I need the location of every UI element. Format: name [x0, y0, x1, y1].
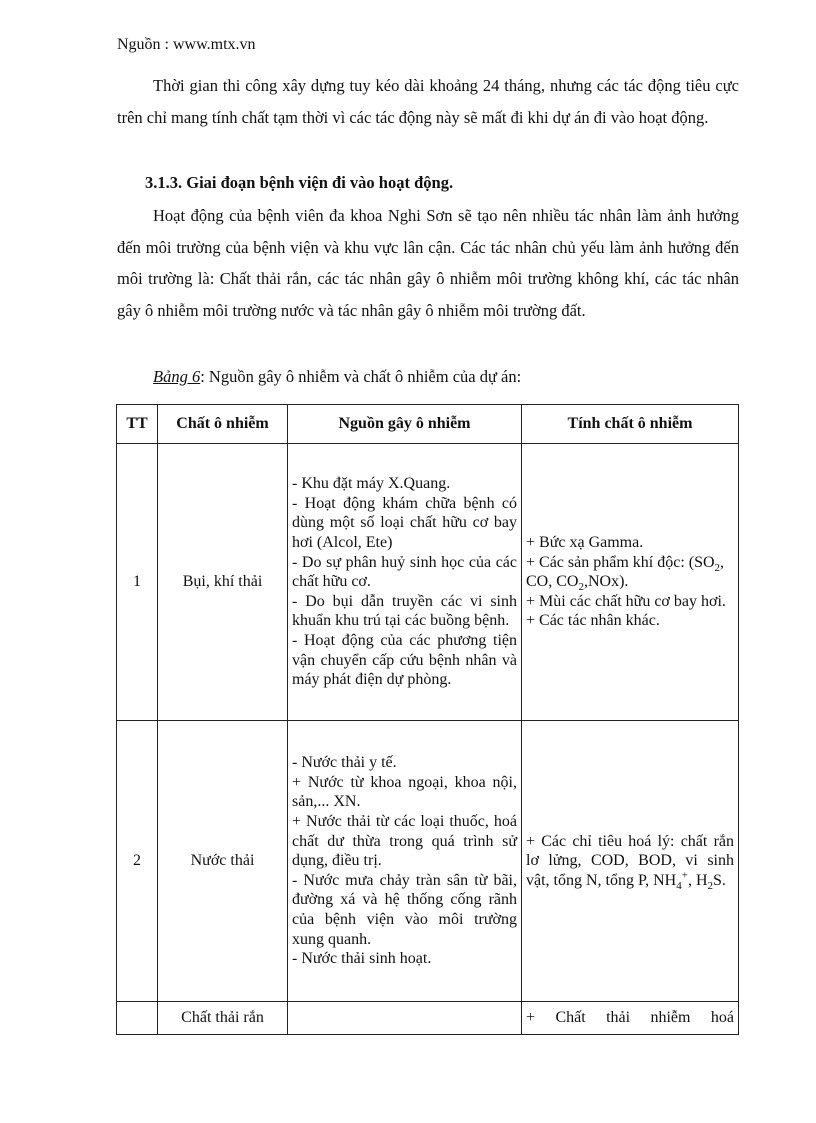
property-item: [526, 553, 734, 592]
property-item: + Bức xạ Gamma.: [526, 534, 644, 552]
header-source: Nguồn gây ô nhiễm: [288, 405, 522, 444]
section-heading: 3.1.3. Giai đoạn bệnh viện đi vào hoạt động.: [145, 173, 454, 192]
subscript: 4: [676, 879, 682, 892]
source-item: - Nước thải y tế.: [292, 754, 397, 772]
property-list: + Chất thải nhiễm hoá: [522, 1002, 739, 1035]
table-caption: [153, 367, 521, 387]
source-item: - Do bụi dẫn truyền các vi sinh khuẩn khu trú tại các buồng bệnh.: [292, 592, 517, 630]
source-line: Nguồn : www.mtx.vn: [117, 36, 256, 53]
property-item: + Mùi các chất hữu cơ bay hơi.: [526, 592, 726, 610]
source-item: - Nước thải sinh hoạt.: [292, 950, 432, 968]
property-list: [522, 444, 739, 721]
table-caption-label: Bảng 6: [153, 367, 201, 386]
row-number: 2: [117, 721, 158, 1002]
source-list: [288, 1002, 522, 1035]
source-item: - Hoạt động khám chữa bệnh có dùng một số loại chất hữu cơ bay hơi (Alcol, Ete): [292, 494, 517, 552]
property-text: + Các chỉ tiêu hoá lý: chất rắn lơ lửng, COD, BOD, vi sinh vật, tổng N, tổng P, NH: [526, 832, 734, 889]
property-text: , H: [687, 871, 708, 889]
source-list: [288, 444, 522, 721]
intro-paragraph: Thời gian thi công xây dựng tuy kéo dài khoảng 24 tháng, nhưng các tác động tiêu cực trên chỉ mang tính chất tạm thời vì các tác động này sẽ mất đi khi dự án đi vào hoạt động.: [117, 76, 739, 127]
pollution-table: [116, 404, 739, 1035]
table-row: [117, 1002, 739, 1035]
header-tt: TT: [117, 405, 158, 444]
property-text: , CO, CO: [526, 553, 725, 591]
row-number: [117, 1002, 158, 1035]
pollutant-name: Bụi, khí thải: [158, 444, 288, 721]
row-number: 1: [117, 444, 158, 721]
property-list: [522, 721, 739, 1002]
source-item: - Do sự phân huỷ sinh học của các chất hữu cơ.: [292, 553, 517, 591]
table-row: [117, 444, 739, 721]
table-header-row: [117, 405, 739, 444]
source-item: + Nước từ khoa ngoại, khoa nội, sản,... XN.: [292, 773, 517, 811]
pollutant-name: Chất thải rắn: [158, 1002, 288, 1035]
subscript: 2: [714, 561, 721, 574]
superscript: +: [681, 869, 688, 882]
source-item: - Nước mưa chảy tràn sân từ bãi, đường xá và hệ thống cống rãnh của bệnh viện vào môi trường xung quanh.: [292, 871, 517, 948]
source-list: [288, 721, 522, 1002]
property-text: ,NOx).: [583, 573, 629, 591]
source-item: - Hoạt động của các phương tiện vận chuyển cấp cứu bệnh nhân và máy phát điện dự phòng.: [292, 631, 517, 689]
table-caption-text: : Nguồn gây ô nhiễm và chất ô nhiễm của dự án:: [200, 367, 522, 386]
property-item: [526, 832, 734, 891]
property-text: + Các sản phẩm khí độc: (SO: [526, 553, 715, 571]
pollutant-name: Nước thải: [158, 721, 288, 1002]
subscript: 2: [578, 581, 584, 594]
header-pollutant: Chất ô nhiễm: [158, 405, 288, 444]
property-text: S.: [713, 871, 726, 889]
subscript: 2: [707, 879, 714, 892]
source-item: + Nước thải từ các loại thuốc, hoá chất dư thừa trong quá trình sử dụng, điều trị.: [292, 813, 517, 870]
source-item: - Khu đặt máy X.Quang.: [292, 475, 451, 493]
section-paragraph: Hoạt động của bệnh viên đa khoa Nghi Sơn sẽ tạo nên nhiều tác nhân làm ảnh hưởng đến môi trường của bệnh viện và khu vực lân cận. Các tác nhân chủ yếu làm ảnh hưởng đến môi trường là: Chất thải rắn, các tác nhân gây ô nhiễm môi trường không khí, các tác nhân gây ô nhiễm môi trường nước và tác nhân gây ô nhiễm môi trường đất.: [117, 206, 739, 320]
property-item: + Các tác nhân khác.: [526, 612, 660, 630]
table-row: [117, 721, 739, 1002]
header-property: Tính chất ô nhiễm: [522, 405, 739, 444]
